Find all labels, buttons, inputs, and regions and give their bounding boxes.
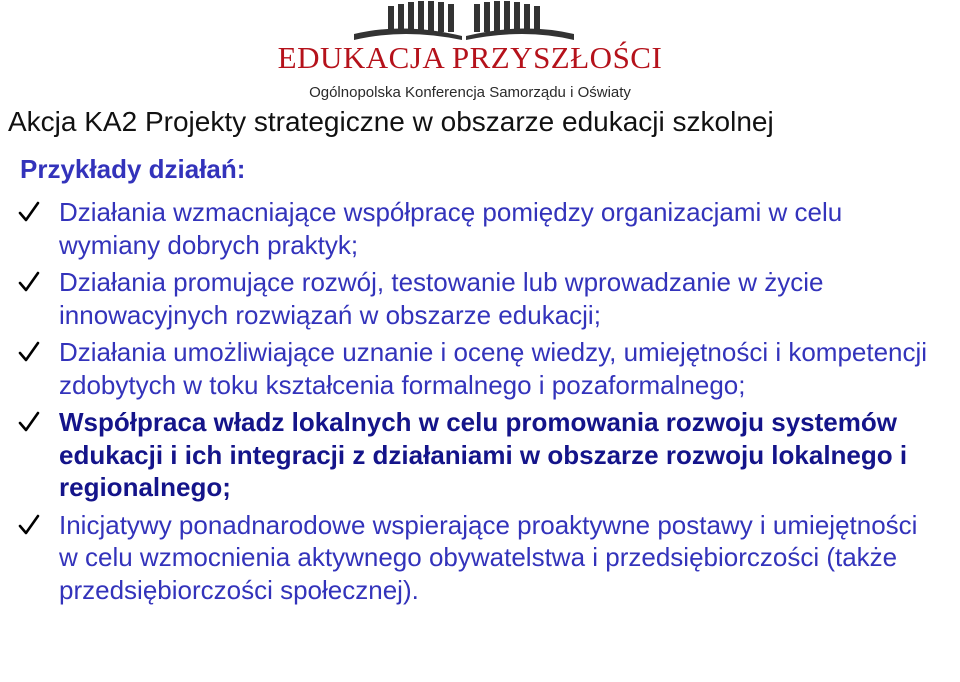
open-book-icon — [344, 0, 584, 44]
list-item-text: Inicjatywy ponadnarodowe wspierające proaktywne postawy i umiejętności w celu wzmocnienia aktywnego obywatelstwa i przedsiębiorczości (także przedsiębiorczości społecznej). — [59, 509, 918, 605]
list-item — [0, 406, 949, 504]
checkmark-icon — [18, 270, 40, 294]
section-heading: Przykłady działań: — [20, 154, 246, 184]
list-item-text: Współpraca władz lokalnych w celu promowania rozwoju systemów edukacji i ich integracji z działaniami w obszarze rozwoju lokalnego i regionalnego; — [59, 407, 908, 502]
checkmark-icon — [18, 410, 40, 434]
logo-title: EDUKACJA PRZYSZŁOŚCI — [277, 40, 663, 75]
list-item-text: Działania wzmacniające współpracę pomiędzy organizacjami w celu wymiany dobrych praktyk; — [59, 197, 843, 260]
logo-subtitle: Ogólnopolska Konferencja Samorządu i Oświaty — [309, 84, 631, 101]
list-item — [0, 196, 939, 261]
actions-list — [0, 196, 960, 611]
checkmark-icon — [18, 513, 40, 537]
conference-logo — [270, 0, 670, 110]
slide-title: Akcja KA2 Projekty strategiczne w obszarze edukacji szkolnej — [8, 106, 774, 137]
checkmark-icon — [18, 340, 40, 364]
list-item-text: Działania umożliwiające uznanie i ocenę wiedzy, umiejętności i kompetencji zdobytych w toku kształcenia formalnego i pozaformalnego; — [59, 337, 928, 400]
list-item — [0, 266, 939, 331]
list-item — [0, 509, 939, 607]
list-item-text: Działania promujące rozwój, testowanie lub wprowadzanie w życie innowacyjnych rozwiązań w obszarze edukacji; — [59, 267, 824, 330]
checkmark-icon — [18, 200, 40, 224]
list-item — [0, 336, 939, 401]
